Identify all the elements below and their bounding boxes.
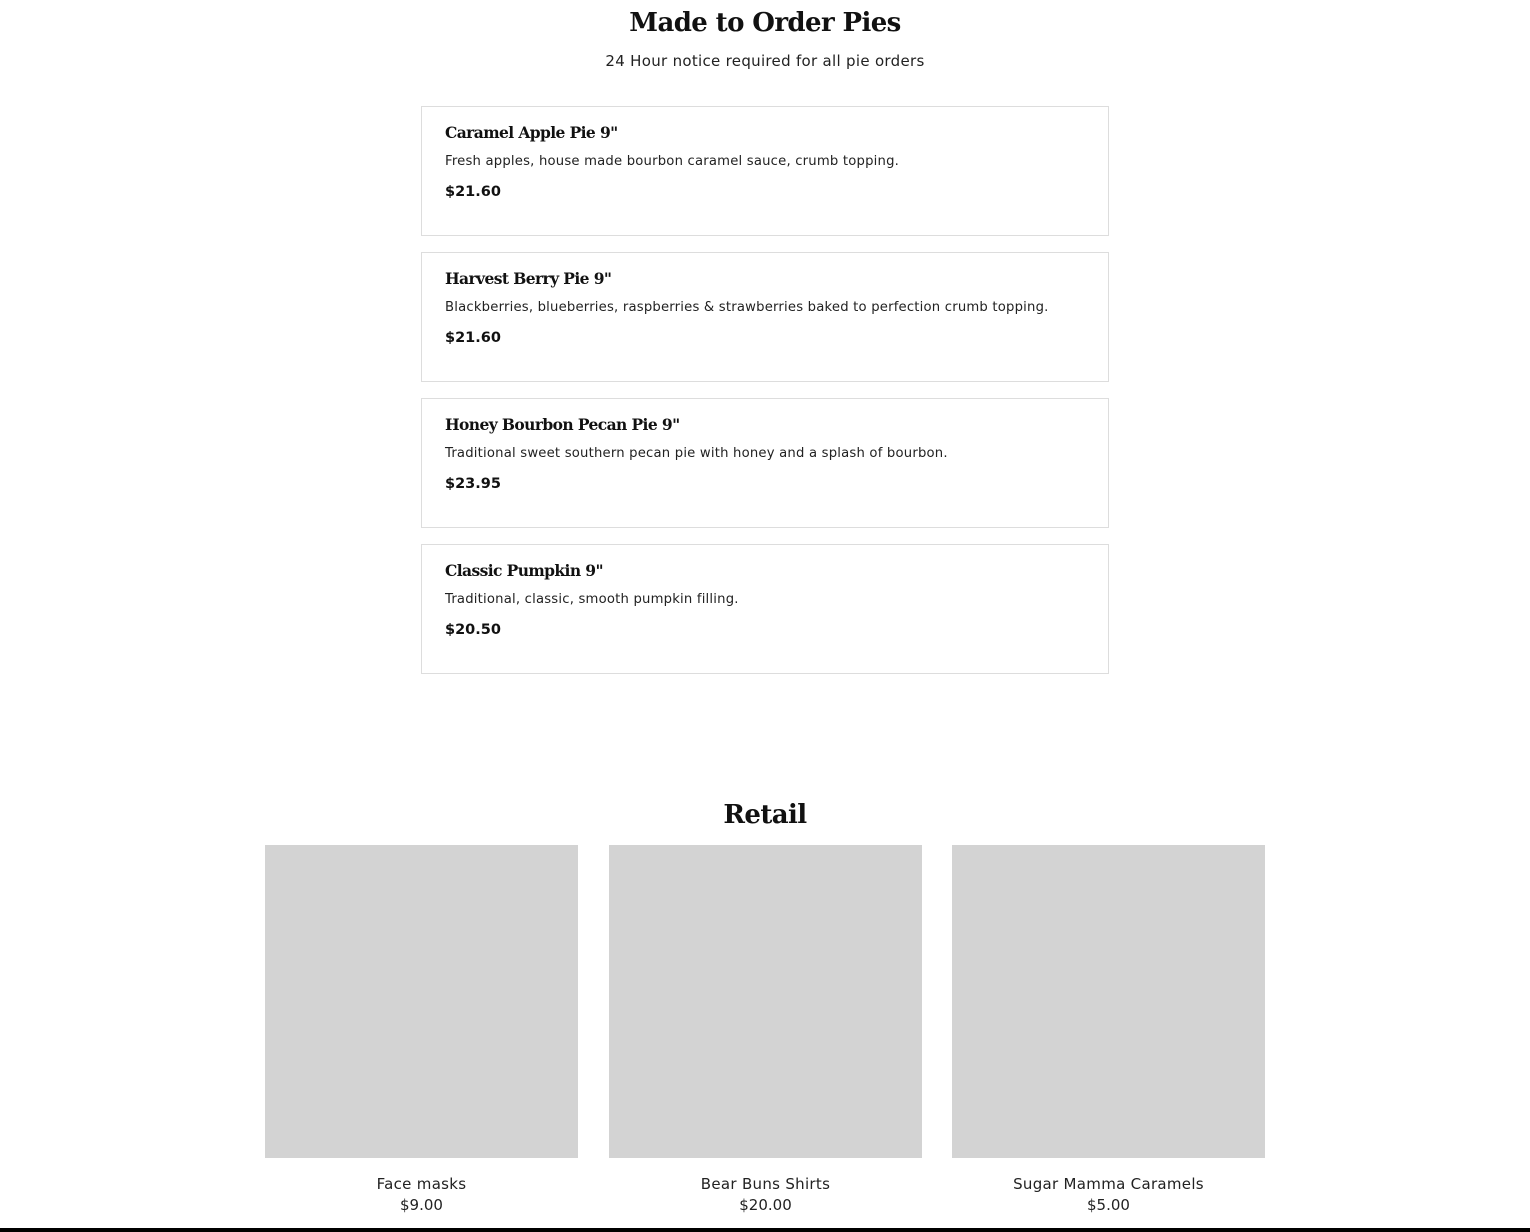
pie-description: Blackberries, blueberries, raspberries & strawberries baked to perfection crumb topping. [445, 300, 1049, 315]
pie-name: Harvest Berry Pie 9" [445, 269, 612, 288]
product-image-placeholder[interactable] [952, 845, 1265, 1158]
footer-bar [0, 1228, 1530, 1232]
product-name[interactable]: Bear Buns Shirts [700, 1175, 831, 1193]
pie-description: Traditional, classic, smooth pumpkin filling. [445, 592, 739, 607]
pie-list [421, 106, 1109, 690]
pie-description: Traditional sweet southern pecan pie with honey and a splash of bourbon. [445, 446, 948, 461]
product-price: $5.00 [1087, 1196, 1130, 1214]
retail-item-bear-buns-shirts[interactable] [609, 845, 922, 1216]
product-image-placeholder[interactable] [265, 845, 578, 1158]
retail-item-sugar-mamma-caramels[interactable] [952, 845, 1265, 1216]
retail-section-title: Retail [723, 800, 807, 830]
product-price: $9.00 [400, 1196, 443, 1214]
pie-name: Honey Bourbon Pecan Pie 9" [445, 415, 680, 434]
pie-price: $23.95 [445, 476, 501, 492]
pie-card-classic-pumpkin[interactable] [421, 544, 1109, 674]
product-name[interactable]: Sugar Mamma Caramels [1013, 1175, 1204, 1193]
pie-card-honey-bourbon-pecan[interactable] [421, 398, 1109, 528]
pie-name: Classic Pumpkin 9" [445, 561, 603, 580]
retail-item-face-masks[interactable] [265, 845, 578, 1216]
product-image-placeholder[interactable] [609, 845, 922, 1158]
pie-card-caramel-apple[interactable] [421, 106, 1109, 236]
product-name[interactable]: Face masks [376, 1175, 467, 1193]
pies-section-subtitle: 24 Hour notice required for all pie orders [605, 52, 925, 70]
pie-name: Caramel Apple Pie 9" [445, 123, 618, 142]
pie-description: Fresh apples, house made bourbon caramel sauce, crumb topping. [445, 154, 900, 169]
pie-card-harvest-berry[interactable] [421, 252, 1109, 382]
pie-price: $21.60 [445, 184, 501, 200]
pies-section-title: Made to Order Pies [629, 8, 901, 38]
product-price: $20.00 [739, 1196, 792, 1214]
pie-price: $20.50 [445, 622, 501, 638]
pie-price: $21.60 [445, 330, 501, 346]
